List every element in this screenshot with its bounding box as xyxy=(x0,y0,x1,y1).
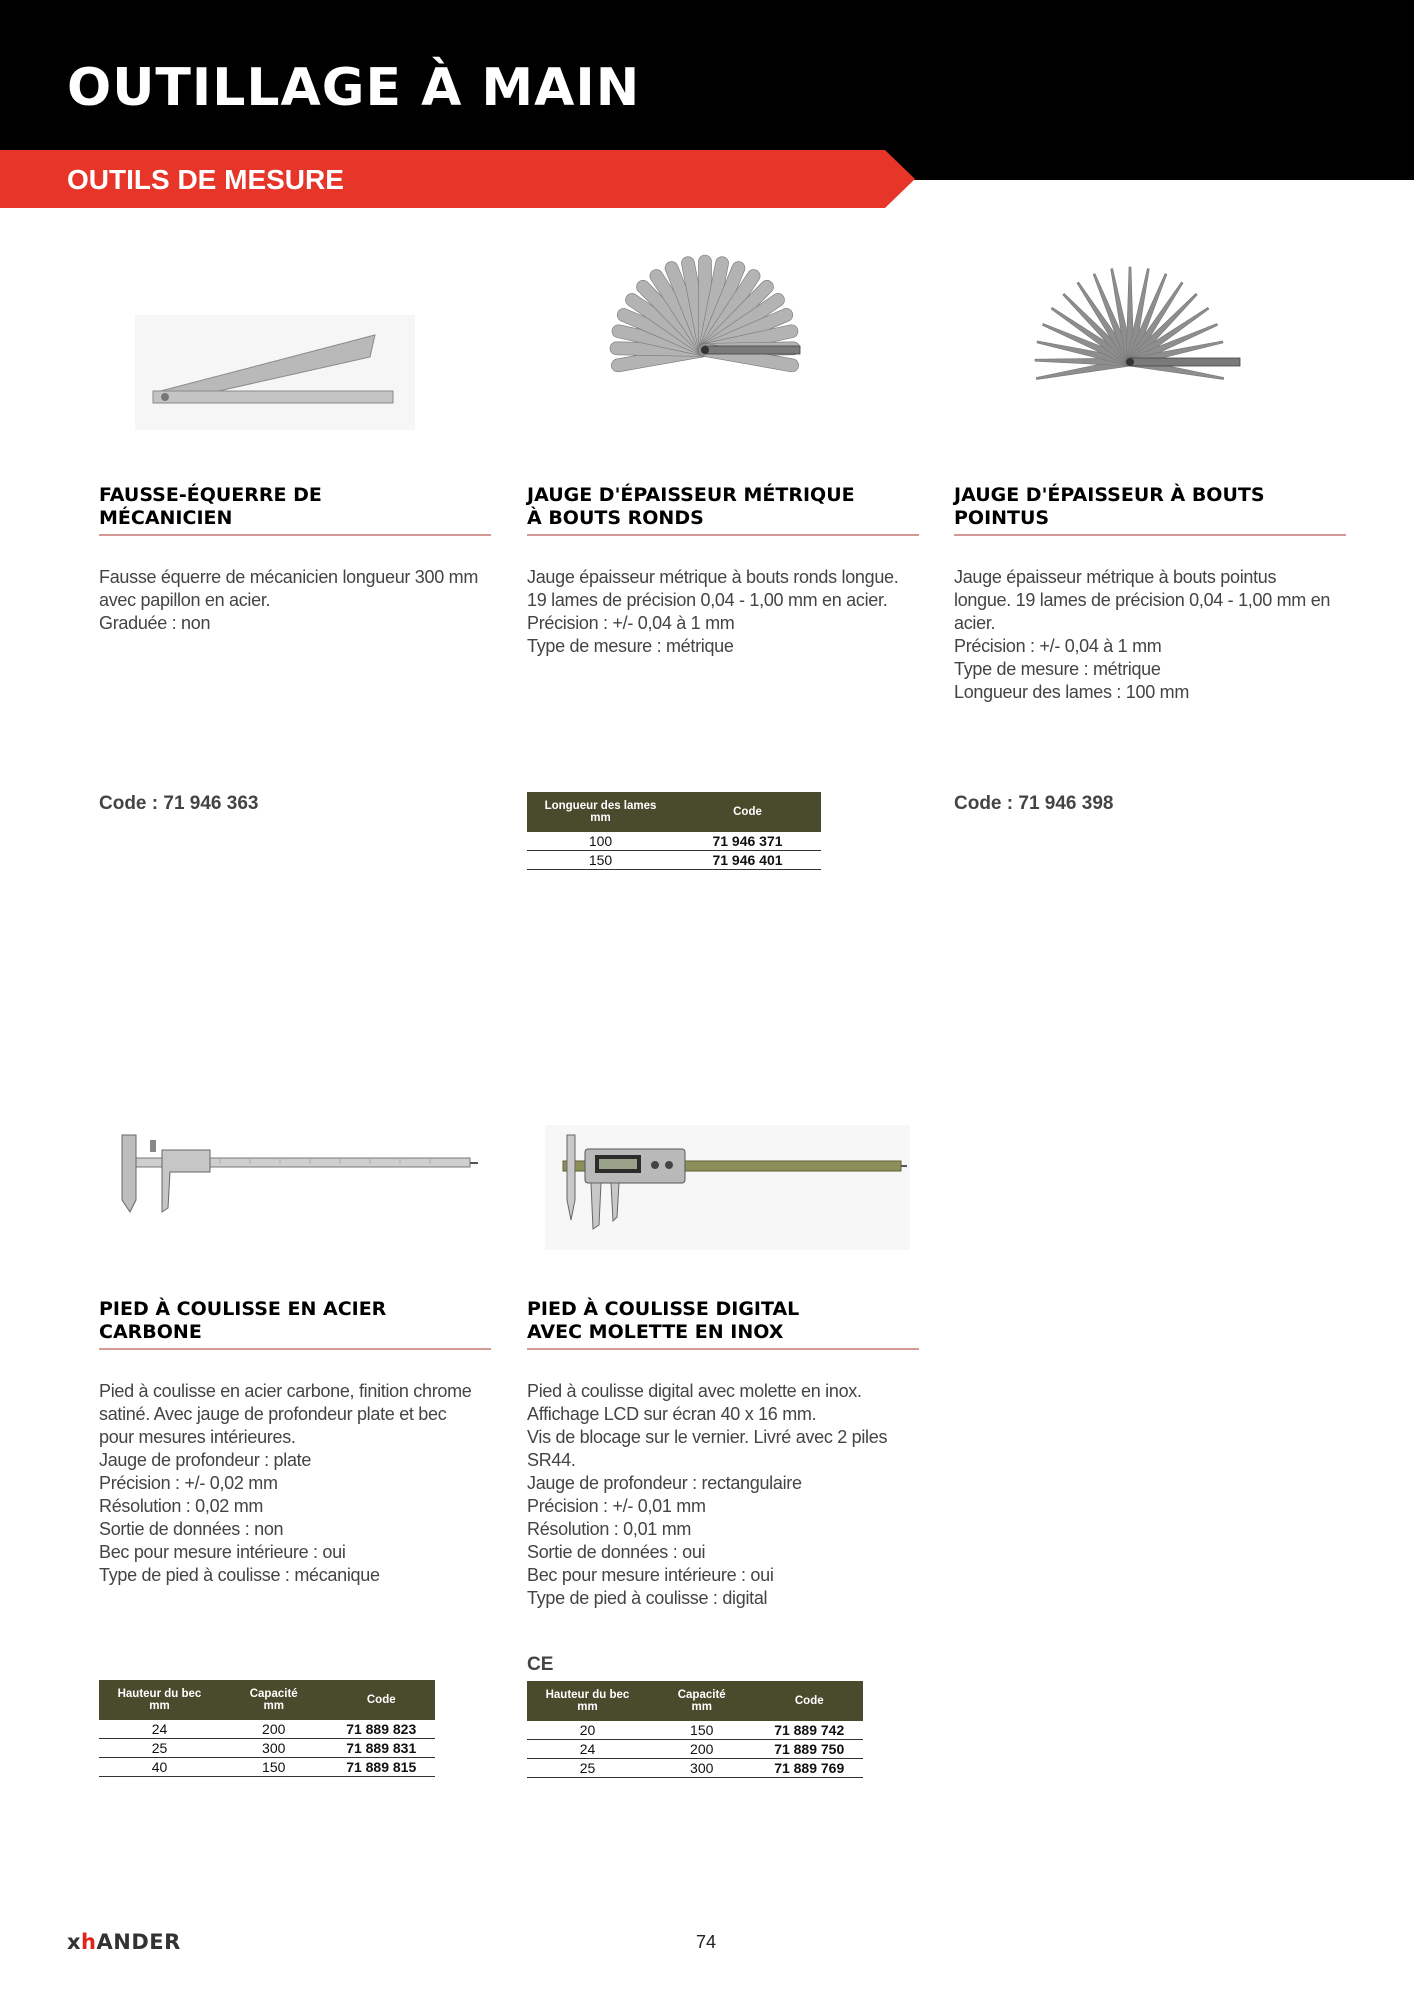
table-row: 20 150 71 889 742 xyxy=(527,1721,863,1740)
digital-caliper-image xyxy=(545,1125,910,1250)
product-title: JAUGE D'ÉPAISSEUR MÉTRIQUE À BOUTS RONDS xyxy=(527,484,919,536)
bevel-square-image xyxy=(135,315,415,430)
product-title: PIED À COULISSE DIGITAL AVEC MOLETTE EN INOX xyxy=(527,1298,919,1350)
product-title: JAUGE D'ÉPAISSEUR À BOUTS POINTUS xyxy=(954,484,1346,536)
round-feeler-gauge-image xyxy=(600,240,820,450)
product-code: Code : 71 946 363 xyxy=(99,793,259,814)
product-feeler-gauge-pointed xyxy=(954,484,1346,704)
product-description: Jauge épaisseur métrique à bouts pointus longue. 19 lames de précision 0,04 - 1,00 mm en acier. Précision : +/- 0,04 à 1 mm Type de mesure : métrique Longueur des lames : 100 mm xyxy=(954,567,1331,702)
table-row: 150 71 946 401 xyxy=(527,851,821,870)
product-description: Pied à coulisse en acier carbone, finition chrome satiné. Avec jauge de profondeur plate et bec pour mesures intérieures. Jauge de profondeur : plate Précision : +/- 0,02 mm Résolution : 0,02 mm Sortie de données : non Bec pour mesure intérieure : oui Type de pied à coulisse : mécanique xyxy=(99,1381,472,1585)
product-description: Pied à coulisse digital avec molette en inox. Affichage LCD sur écran 40 x 16 mm. Vis de blocage sur le vernier. Livré avec 2 piles SR44. Jauge de profondeur : rectangulaire Précision : +/- 0,01 mm Résolution : 0,01 mm Sortie de données : oui Bec pour mesure intérieure : oui Type de pied à coulisse : digital xyxy=(527,1381,888,1608)
product-description: Jauge épaisseur métrique à bouts ronds longue. 19 lames de précision 0,04 - 1,00 mm en acier. Précision : +/- 0,04 à 1 mm Type de mesure : métrique xyxy=(527,567,899,656)
table-row: 25 300 71 889 831 xyxy=(99,1739,435,1758)
product-digital-caliper xyxy=(527,1298,919,1610)
mechanical-caliper-image xyxy=(110,1120,480,1220)
section-title: OUTILS DE MESURE xyxy=(67,164,344,195)
table-row: 24 200 71 889 750 xyxy=(527,1740,863,1759)
product-title: PIED À COULISSE EN ACIER CARBONE xyxy=(99,1298,491,1350)
page-number: 74 xyxy=(696,1932,717,1952)
ce-mark: CE xyxy=(527,1654,554,1675)
column-header: Capacité mm xyxy=(648,1681,756,1721)
table-row: 100 71 946 371 xyxy=(527,832,821,851)
page-title: OUTILLAGE À MAIN xyxy=(67,58,641,118)
column-header: Longueur des lames mm xyxy=(527,792,674,832)
product-carbon-caliper xyxy=(99,1298,491,1587)
column-header: Capacité mm xyxy=(220,1680,328,1720)
column-header: Code xyxy=(755,1681,863,1721)
table-row: 25 300 71 889 769 xyxy=(527,1759,863,1778)
column-header: Hauteur du bec mm xyxy=(527,1681,648,1721)
spec-table xyxy=(527,1681,863,1778)
column-header: Code xyxy=(327,1680,435,1720)
pointed-feeler-gauge-image xyxy=(1010,262,1255,462)
column-header: Code xyxy=(674,792,821,832)
spec-table xyxy=(99,1680,435,1777)
product-title: FAUSSE-ÉQUERRE DE MÉCANICIEN xyxy=(99,484,491,536)
product-feeler-gauge-round xyxy=(527,484,919,658)
spec-table xyxy=(527,792,821,870)
column-header: Hauteur du bec mm xyxy=(99,1680,220,1720)
brand-logo: xhANDER xyxy=(67,1930,181,1954)
product-code: Code : 71 946 398 xyxy=(954,793,1114,814)
product-bevel-square xyxy=(99,484,491,635)
product-description: Fausse équerre de mécanicien longueur 300 mm avec papillon en acier. Graduée : non xyxy=(99,567,479,633)
table-row: 24 200 71 889 823 xyxy=(99,1720,435,1739)
table-row: 40 150 71 889 815 xyxy=(99,1758,435,1777)
